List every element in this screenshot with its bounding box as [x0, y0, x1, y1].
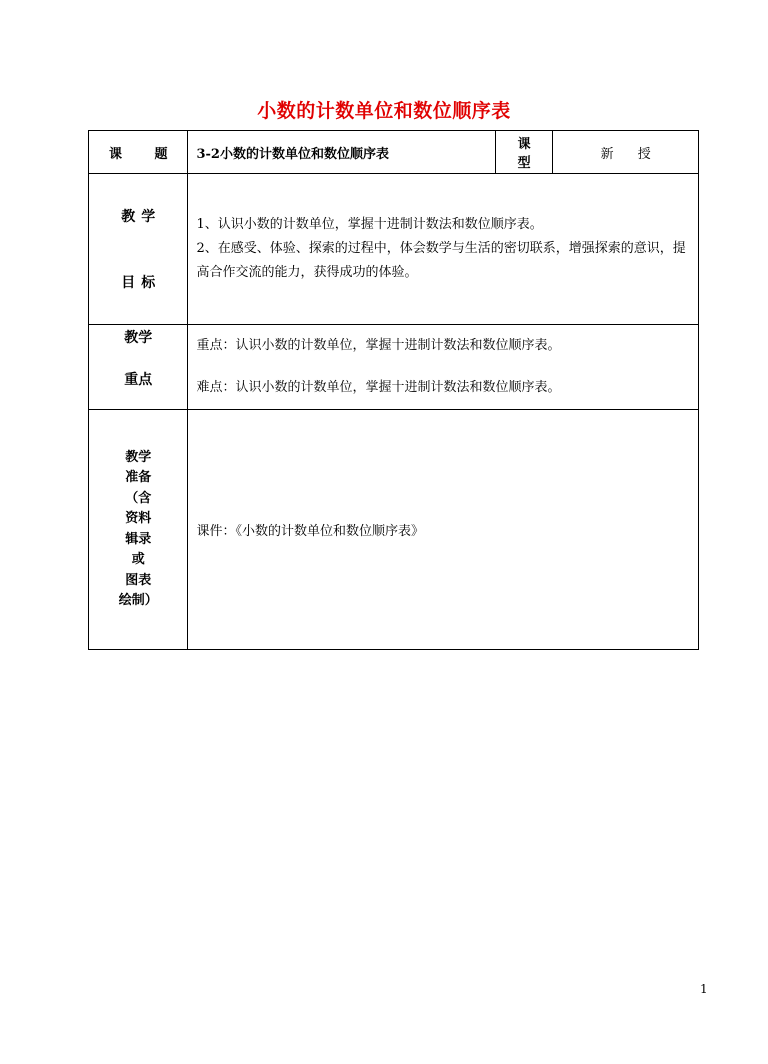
preparation-label-line: 或 — [131, 552, 145, 567]
document-title: 小数的计数单位和数位顺序表 — [257, 100, 511, 122]
lesson-type-value: 新 授 — [553, 131, 699, 174]
preparation-row — [89, 410, 699, 650]
topic-row — [89, 131, 699, 174]
topic-label: 课 题 — [89, 131, 188, 174]
lesson-type-label: 课 型 — [495, 131, 552, 174]
preparation-label-line: 图表 — [125, 572, 152, 588]
preparation-label-line: 教学 — [125, 449, 152, 465]
difficult-point: 难点：认识小数的计数单位，掌握十进制计数法和数位顺序表。 — [196, 380, 561, 395]
preparation-label-cell — [89, 410, 188, 650]
key-points-label-bottom: 重点 — [124, 372, 153, 388]
preparation-content: 课件：《小数的计数单位和数位顺序表》 — [188, 410, 699, 650]
preparation-label-line: 资料 — [125, 511, 152, 526]
goals-label-bottom: 目标 — [121, 275, 162, 291]
goals-label-top: 教学 — [121, 209, 162, 225]
key-points-label-top: 教学 — [124, 330, 153, 346]
key-points-row — [89, 325, 699, 410]
key-point: 重点：认识小数的计数单位，掌握十进制计数法和数位顺序表。 — [196, 338, 561, 353]
preparation-label-line: 绘制） — [118, 593, 158, 608]
lesson-plan-table — [88, 130, 699, 650]
goals-content — [188, 174, 699, 325]
goals-label-cell — [89, 174, 188, 325]
key-points-content — [188, 325, 699, 410]
goals-row — [89, 174, 699, 325]
goal-item-2: 2、在感受、体验、探索的过程中，体会数学与生活的密切联系，增强探索的意识，提高合作交流的能力，获得成功的体验。 — [196, 241, 686, 280]
key-points-label-cell — [89, 325, 188, 410]
page-number: 1 — [700, 982, 708, 996]
goal-item-1: 1、认识小数的计数单位，掌握十进制计数法和数位顺序表。 — [196, 217, 543, 232]
preparation-label-line: 准备 — [125, 470, 152, 485]
topic-value: 3-2小数的计数单位和数位顺序表 — [188, 131, 496, 174]
preparation-label-line: 辑录 — [125, 531, 152, 547]
preparation-label-line: （含 — [125, 490, 152, 506]
